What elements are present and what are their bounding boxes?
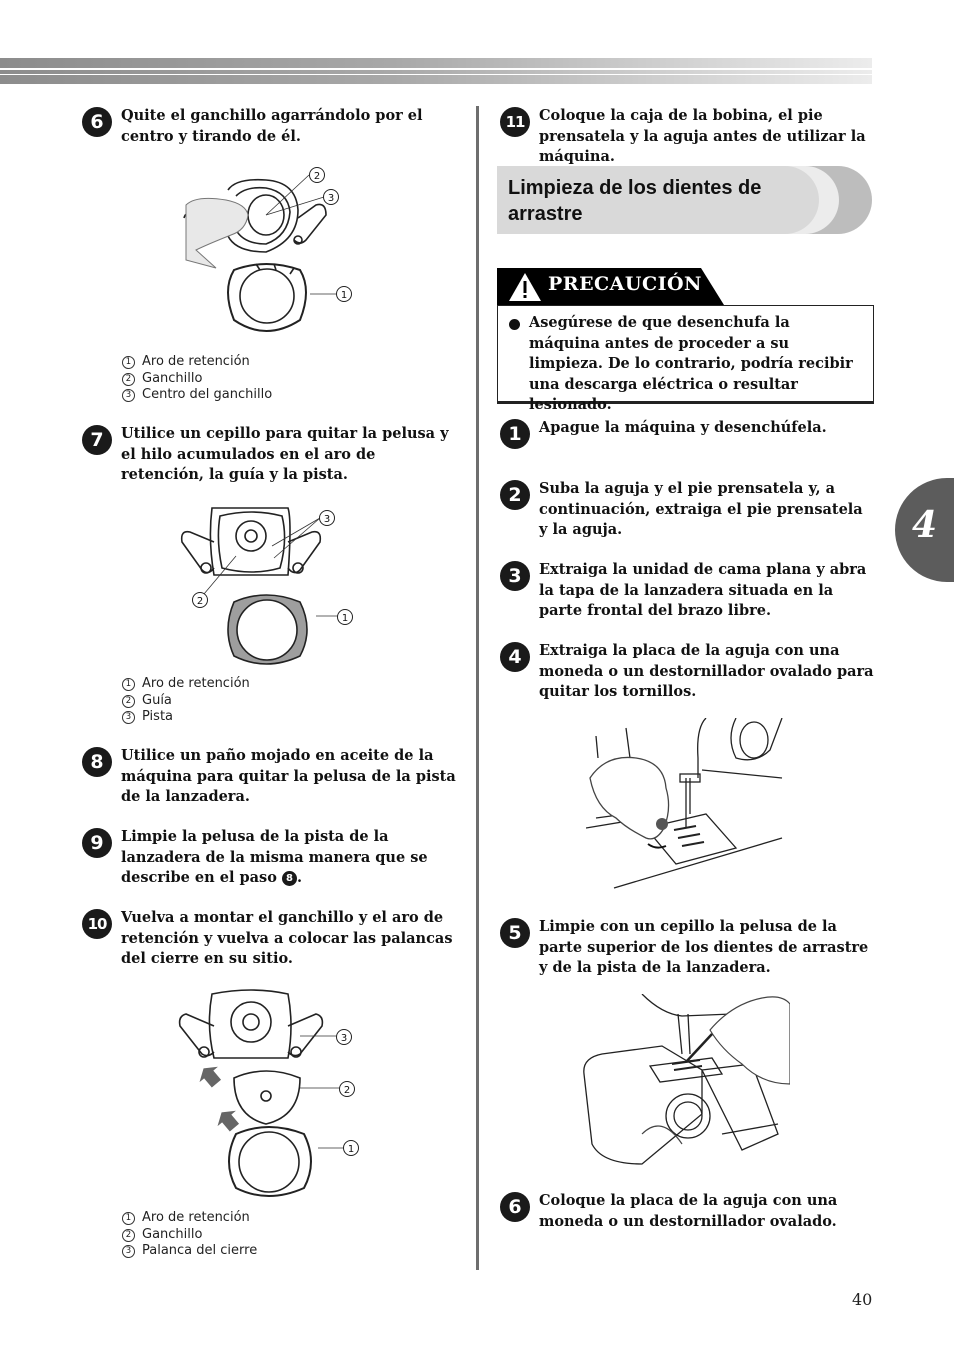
step-number-badge: 1 (500, 419, 530, 449)
step-text: Limpie con un cepillo la pelusa de la parte superior de los dientes de arrastre y de la pista de la lanzadera. (539, 918, 869, 976)
step-number-badge: 5 (500, 918, 530, 948)
step-text: Extraiga la placa de la aguja con una moneda o un destornillador ovalado para quitar los tornillos. (539, 642, 874, 700)
svg-text:2: 2 (343, 1085, 351, 1096)
svg-text:1: 1 (341, 613, 349, 624)
step-text: Limpie la pelusa de la pista de la lanzadera de la misma manera que se describe en el paso 8 . (121, 828, 428, 886)
legend-row: 2 Ganchillo (122, 1227, 257, 1244)
step-number-badge: 6 (82, 107, 112, 137)
figure-legend-2 (122, 676, 250, 726)
step-text: Extraiga la unidad de cama plana y abra la tapa de la lanzadera situada en la parte frontal del brazo libre. (539, 561, 867, 619)
figure-reassemble (176, 986, 366, 1200)
figure-remove-hook (176, 160, 366, 346)
legend-row: 1 Aro de retención (122, 354, 272, 371)
step-number-badge: 3 (500, 561, 530, 591)
caution-text: Asegúrese de que desenchufa la máquina antes de proceder a su limpieza. De lo contrario, podría recibir una descarga eléctrica o resultar lesionado. (529, 314, 853, 413)
svg-text:1: 1 (347, 1144, 355, 1155)
legend-row: 1 Aro de retención (122, 1210, 257, 1227)
figure-legend-3 (122, 1210, 257, 1260)
step-number-badge: 4 (500, 642, 530, 672)
figure-legend-1 (122, 354, 272, 404)
legend-row: 3 Pista (122, 709, 250, 726)
step-number-badge: 2 (500, 480, 530, 510)
figure-clean-feed-dogs (582, 994, 790, 1166)
column-divider (476, 106, 479, 1270)
step-number-badge: 11 (500, 107, 530, 137)
legend-row: 2 Ganchillo (122, 371, 272, 388)
step-number-badge: 6 (500, 1192, 530, 1222)
step-number-badge: 9 (82, 828, 112, 858)
caution-title: PRECAUCIÓN (548, 273, 702, 295)
step-number-badge: 8 (82, 747, 112, 777)
chapter-number: 4 (912, 504, 938, 546)
chapter-tab (895, 478, 954, 582)
step-text: Coloque la placa de la aguja con una moneda o un destornillador ovalado. (539, 1192, 838, 1230)
svg-text:2: 2 (196, 596, 204, 607)
legend-row: 1 Aro de retención (122, 676, 250, 693)
legend-row: 3 Centro del ganchillo (122, 387, 272, 404)
svg-text:1: 1 (340, 290, 348, 301)
figure-brush-clean (176, 500, 366, 670)
step-number-badge: 7 (82, 425, 112, 455)
page-number: 40 (852, 1290, 873, 1309)
figure-remove-needle-plate (586, 718, 786, 892)
step-text: Vuelva a montar el ganchillo y el aro de retención y vuelva a colocar las palancas del cierre en su sitio. (121, 909, 453, 967)
header-bar (0, 58, 872, 84)
step-text: Utilice un cepillo para quitar la pelusa y el hilo acumulados en el aro de retención, la guía y la pista. (121, 425, 449, 483)
caution-label (497, 268, 724, 305)
step-text: Quite el ganchillo agarrándolo por el centro y tirando de él. (121, 107, 423, 145)
section-title: Limpieza de los dientes de arrastre (508, 177, 762, 225)
bullet-icon (509, 319, 520, 330)
svg-text:2: 2 (313, 171, 321, 182)
step-text: Coloque la caja de la bobina, el pie prensatela y la aguja antes de utilizar la máquina. (539, 107, 866, 165)
svg-text:3: 3 (323, 514, 331, 525)
legend-row: 3 Palanca del cierre (122, 1243, 257, 1260)
step-text: Utilice un paño mojado en aceite de la máquina para quitar la pelusa de la pista de la lanzadera. (121, 747, 456, 805)
step-reference-badge: 8 (282, 871, 297, 886)
step-number-badge: 10 (82, 909, 112, 939)
step-text: Apague la máquina y desenchúfela. (539, 419, 827, 436)
step-text: Suba la aguja y el pie prensatela y, a continuación, extraiga el pie prensatela y la aguja. (539, 480, 863, 538)
legend-row: 2 Guía (122, 693, 250, 710)
section-heading (497, 166, 872, 234)
svg-text:3: 3 (327, 193, 335, 204)
caution-box (497, 305, 874, 413)
svg-text:3: 3 (340, 1033, 348, 1044)
